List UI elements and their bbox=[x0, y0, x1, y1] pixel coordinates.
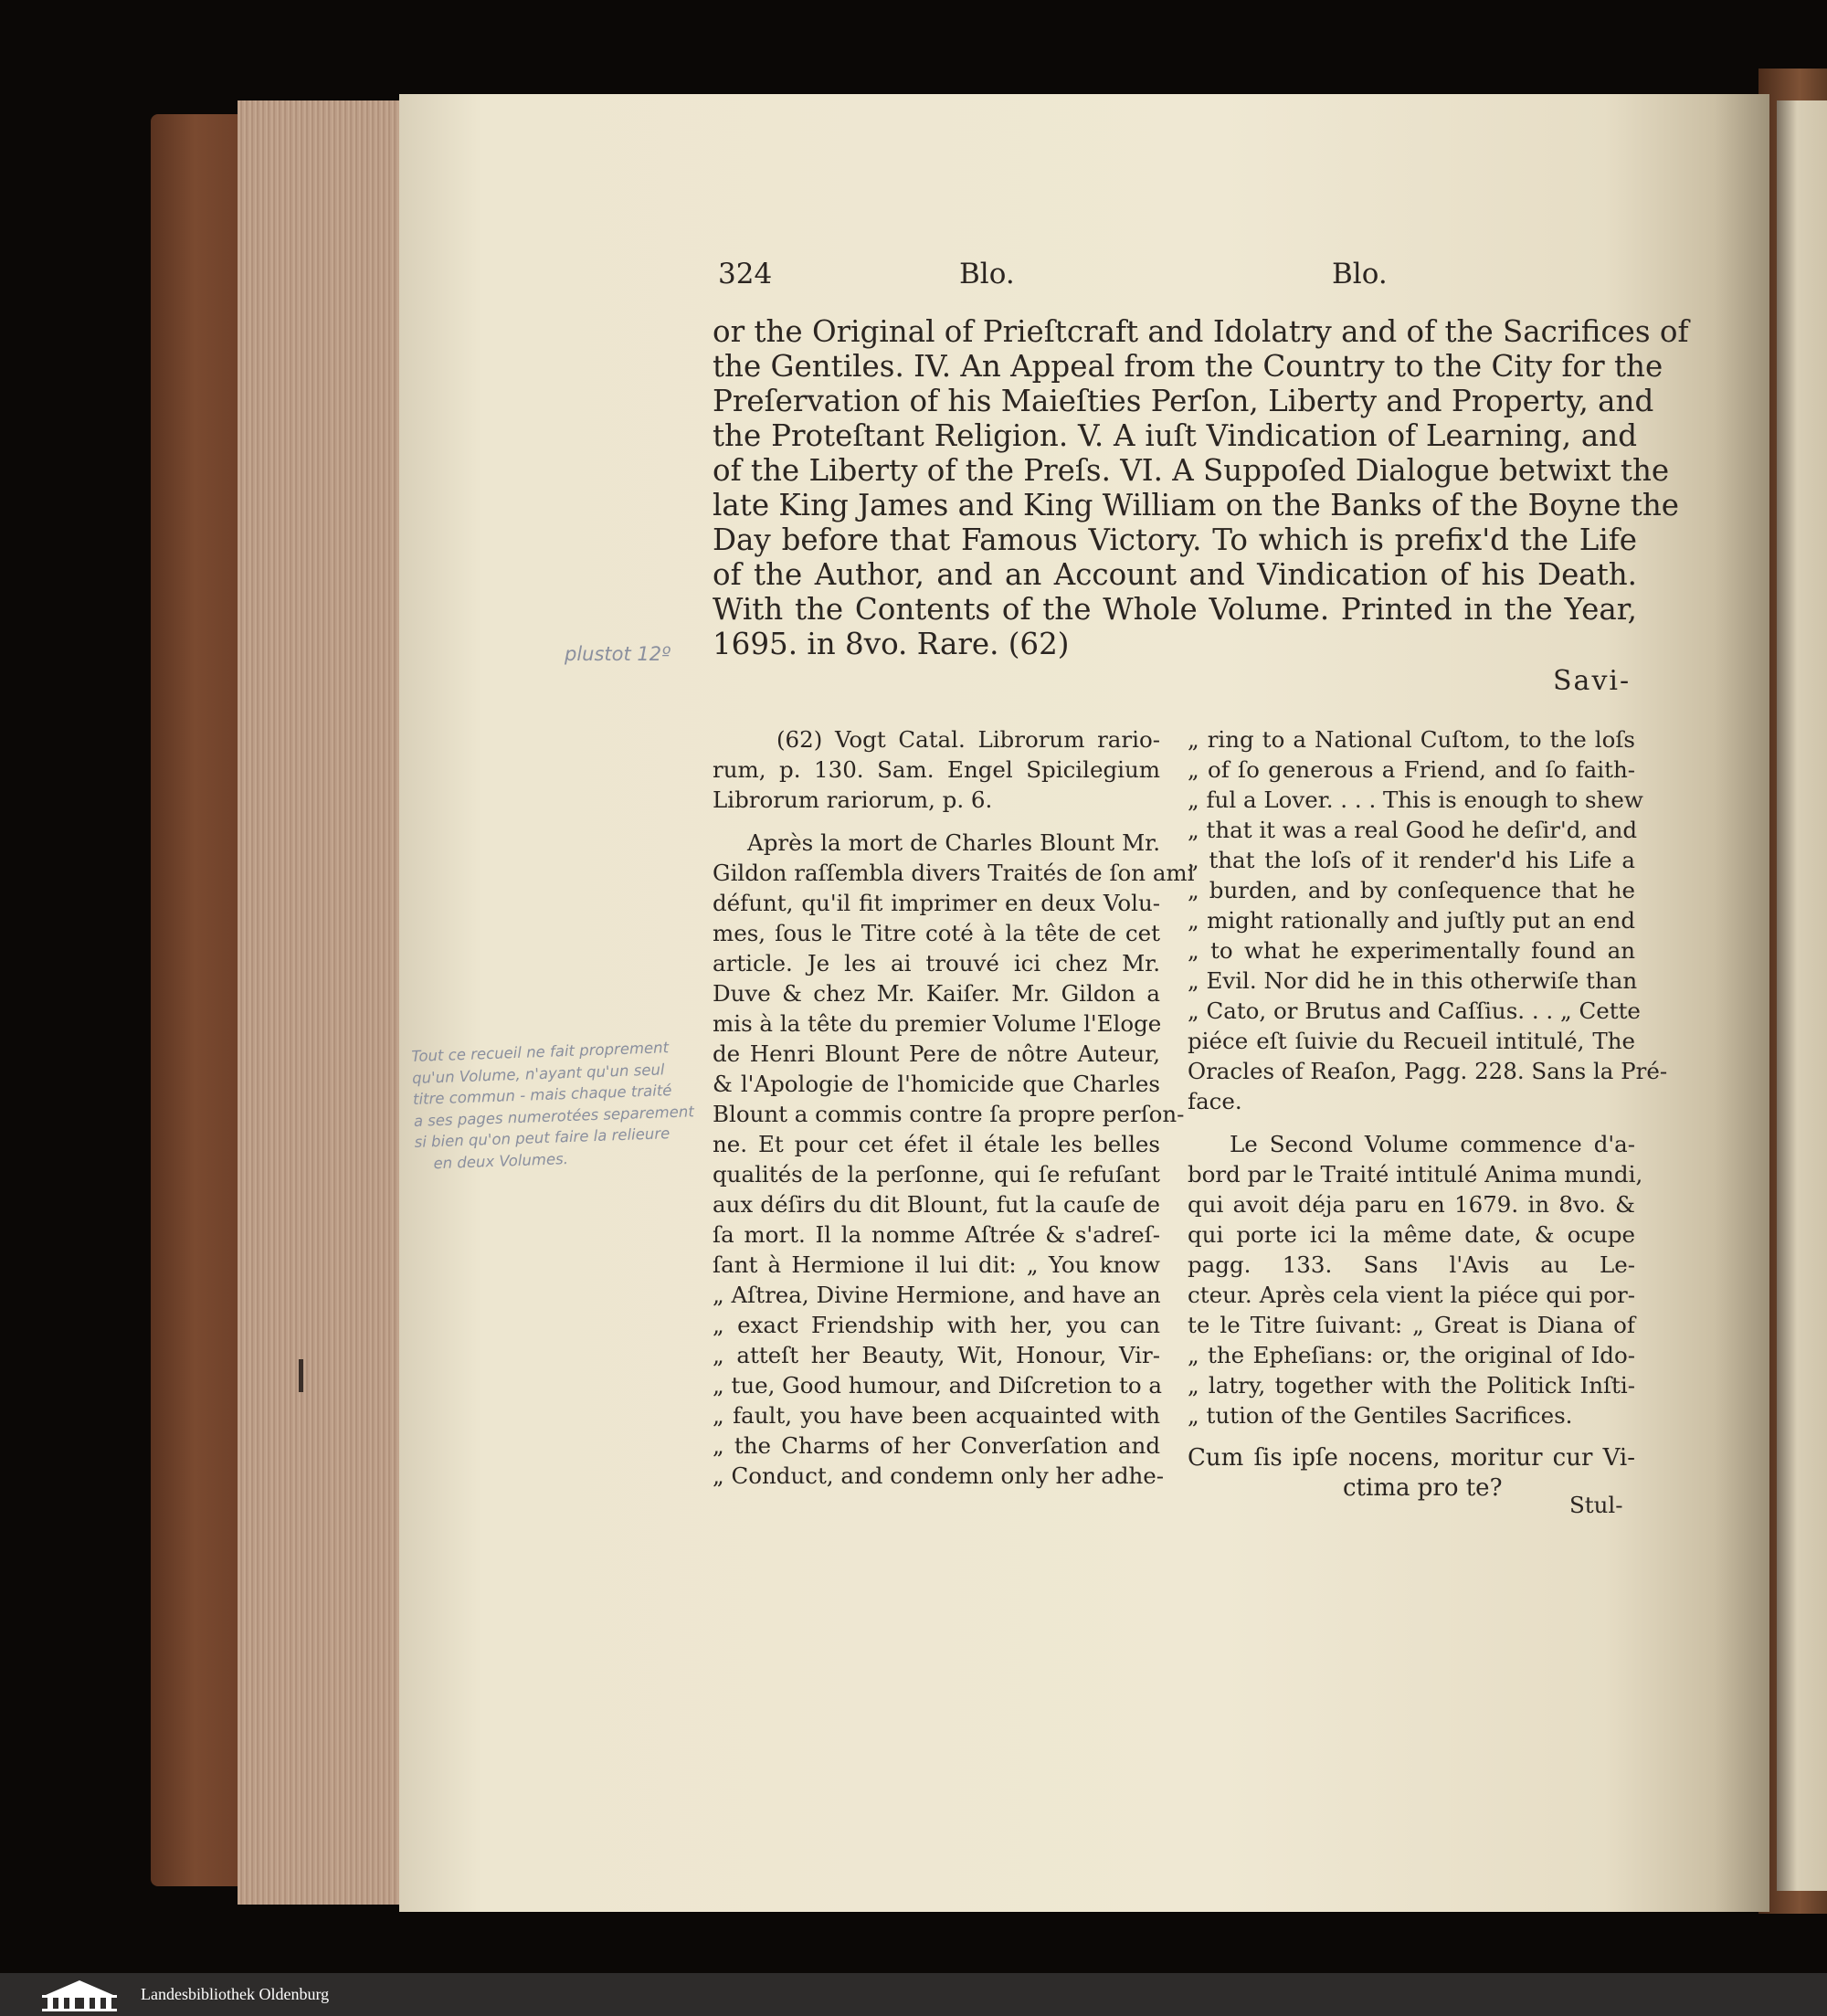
main-line: 1695. in 8vo. Rare. (62) bbox=[713, 627, 1070, 661]
pencil-volume-note bbox=[411, 1035, 717, 1174]
paragraph-gap bbox=[1188, 1116, 1635, 1129]
column-line: „ ring to a National Cuſtom, to the loſs bbox=[1188, 726, 1635, 753]
library-building-logo bbox=[38, 1979, 121, 2011]
column-line: ſa mort. Il la nomme Aſtrée & s'adreſ- bbox=[713, 1221, 1160, 1248]
column-line: „ the Charms of her Converſation and bbox=[713, 1432, 1160, 1459]
column-line: te le Titre ſuivant: „ Great is Diana of bbox=[1188, 1312, 1635, 1338]
column-line: bord par le Traité intitulé Anima mundi, bbox=[1188, 1161, 1643, 1187]
column-line: défunt, qu'il fit imprimer en deux Volu- bbox=[713, 890, 1160, 916]
main-line: late King James and King William on the Banks of the Boyne the bbox=[713, 488, 1680, 522]
main-line: Day before that Famous Victory. To which is prefix'd the Life bbox=[713, 522, 1637, 557]
column-line: „ Evil. Nor did he in this otherwiſe than bbox=[1188, 967, 1638, 994]
page-number: 324 bbox=[718, 258, 773, 290]
column-line: Duve & chez Mr. Kaiſer. Mr. Gildon a bbox=[713, 980, 1160, 1007]
running-head-right: Blo. bbox=[1332, 258, 1388, 290]
column-line: „ that the loſs of it render'd his Life a bbox=[1188, 847, 1635, 873]
column-line: „ to what he experimentally found an bbox=[1188, 937, 1635, 964]
column-line: rum, p. 130. Sam. Engel Spicilegium bbox=[713, 756, 1160, 783]
column-line: „ burden, and by conſequence that he bbox=[1188, 877, 1635, 903]
main-line: the Gentiles. IV. An Appeal from the Country to the City for the bbox=[713, 349, 1663, 384]
column-line: mis à la tête du premier Volume l'Eloge bbox=[713, 1010, 1162, 1037]
column-line: face. bbox=[1188, 1088, 1242, 1114]
footnote-left-column bbox=[713, 724, 1195, 1491]
column-line: pagg. 133. Sans l'Avis au Le- bbox=[1188, 1251, 1635, 1278]
catchword-bottom: Stul- bbox=[1569, 1492, 1623, 1518]
column-line: & l'Apologie de l'homicide que Charles bbox=[713, 1071, 1160, 1097]
running-head-left: Blo. bbox=[959, 258, 1015, 290]
column-line: piéce eſt ſuivie du Recueil intitulé, The bbox=[1188, 1028, 1635, 1054]
column-line: „ might rationally and juſtly put an end bbox=[1188, 907, 1635, 934]
pencil-note-line: en deux Volumes. bbox=[433, 1149, 569, 1172]
main-line: of the Author, and an Account and Vindication of his Death. bbox=[713, 557, 1637, 592]
main-line: of the Liberty of the Preſs. VI. A Suppoſed Dialogue betwixt the bbox=[713, 453, 1670, 488]
column-line: „ tution of the Gentiles Sacrifices. bbox=[1188, 1402, 1573, 1429]
pencil-note-line: titre commun - mais chaque traité bbox=[412, 1082, 672, 1108]
library-name: Landesbibliothek Oldenburg bbox=[141, 1985, 330, 2003]
pencil-note-line: qu'un Volume, n'ayant qu'un seul bbox=[411, 1060, 665, 1087]
column-line: ſant à Hermione il lui dit: „ You know bbox=[713, 1251, 1160, 1278]
column-line: „ atteſt her Beauty, Wit, Honour, Vir- bbox=[713, 1342, 1160, 1368]
column-line: qui porte ici la même date, & ocupe bbox=[1188, 1221, 1635, 1248]
column-line: Le Second Volume commence d'a- bbox=[1230, 1131, 1635, 1157]
pencil-note-line: a ses pages numerotées separement bbox=[413, 1102, 695, 1130]
column-line: qualités de la perſonne, qui ſe refuſant bbox=[713, 1161, 1160, 1187]
column-line: „ fault, you have been acquainted with bbox=[713, 1402, 1160, 1429]
column-line: Gildon raſſembla divers Traités de ſon ami bbox=[713, 860, 1195, 886]
main-line: the Proteſtant Religion. V. A iuſt Vindication of Learning, and bbox=[713, 418, 1637, 453]
column-line: cteur. Après cela vient la piéce qui por- bbox=[1188, 1282, 1635, 1308]
spine-mark bbox=[299, 1359, 303, 1392]
catchword-top: Savi- bbox=[1553, 665, 1632, 697]
footnote-right-column bbox=[1188, 724, 1668, 1504]
main-line: Preſervation of his Maieſties Perſon, Liberty and Property, and bbox=[713, 384, 1654, 418]
column-line: „ Aſtrea, Divine Hermione, and have an bbox=[713, 1282, 1161, 1308]
column-line: „ Conduct, and condemn only her adhe- bbox=[713, 1462, 1165, 1489]
column-line: Cum ſis ipſe nocens, moritur cur Vi- bbox=[1188, 1444, 1635, 1472]
column-line: qui avoit déja paru en 1679. in 8vo. & bbox=[1188, 1191, 1635, 1218]
column-line: ctima pro te? bbox=[1343, 1474, 1503, 1502]
column-line: „ of ſo generous a Friend, and ſo faith- bbox=[1188, 756, 1635, 783]
column-line: „ Cato, or Brutus and Caſſius. . . „ Cette bbox=[1188, 997, 1641, 1024]
paragraph-gap bbox=[713, 815, 1160, 828]
column-line: Blount a commis contre ſa propre perſon- bbox=[713, 1101, 1185, 1127]
column-line: mes, ſous le Titre coté à la tête de cet bbox=[713, 920, 1160, 946]
main-line: or the Original of Prieſtcraft and Idolatry and of the Sacrifices of bbox=[713, 314, 1689, 349]
column-line: (62) Vogt Catal. Librorum rario- bbox=[776, 726, 1160, 753]
column-line: „ latry, together with the Politick Inſti- bbox=[1188, 1372, 1635, 1399]
column-line: „ that it was a real Good he deſir'd, and bbox=[1188, 817, 1638, 843]
column-line: article. Je les ai trouvé ici chez Mr. bbox=[713, 950, 1160, 976]
column-line: Oracles of Reaſon, Pagg. 228. Sans la Pré- bbox=[1188, 1058, 1668, 1084]
column-line: Librorum rariorum, p. 6. bbox=[713, 786, 993, 813]
column-line: Après la mort de Charles Blount Mr. bbox=[747, 829, 1160, 856]
pencil-note-line: si bien qu'on peut faire la relieure bbox=[414, 1124, 671, 1151]
column-line: aux déſirs du dit Blount, fut la cauſe de bbox=[713, 1191, 1160, 1218]
column-line: „ ful a Lover. . . . This is enough to shew bbox=[1188, 786, 1643, 813]
column-line: „ tue, Good humour, and Diſcretion to a bbox=[713, 1372, 1162, 1399]
pencil-note-line: Tout ce recueil ne fait proprement bbox=[411, 1039, 670, 1065]
library-footer-bar bbox=[0, 1973, 1827, 2016]
main-line: With the Contents of the Whole Volume. Printed in the Year, bbox=[713, 592, 1637, 627]
column-line: de Henri Blount Pere de nôtre Auteur, bbox=[713, 1040, 1160, 1067]
page-edges bbox=[238, 100, 402, 1905]
column-line: „ exact Friendship with her, you can bbox=[713, 1312, 1160, 1338]
pencil-format-note: plustot 12º bbox=[565, 643, 671, 665]
column-line: „ the Epheſians: or, the original of Ido- bbox=[1188, 1342, 1635, 1368]
facing-page-edge bbox=[1777, 100, 1827, 1891]
column-line: ne. Et pour cet éfet il étale les belles bbox=[713, 1131, 1160, 1157]
paragraph-gap bbox=[1188, 1430, 1635, 1443]
